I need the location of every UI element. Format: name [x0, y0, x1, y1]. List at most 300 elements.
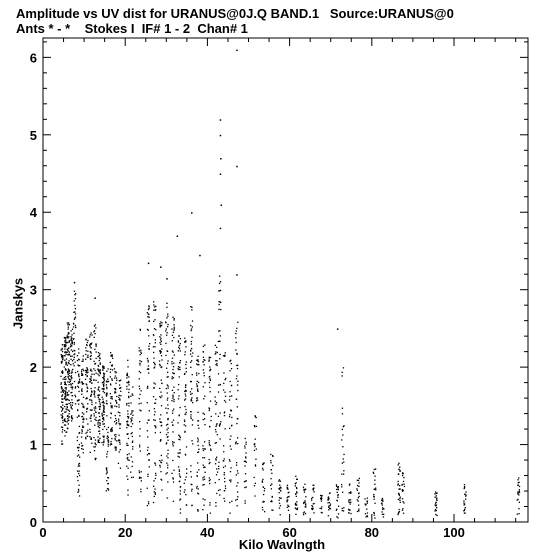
- data-point: [148, 372, 149, 373]
- data-point: [69, 352, 70, 353]
- data-point: [131, 456, 132, 457]
- data-point: [336, 500, 337, 501]
- data-point: [160, 439, 161, 440]
- data-point: [161, 405, 162, 406]
- data-point: [161, 325, 162, 326]
- data-point: [210, 391, 211, 392]
- data-point: [77, 455, 78, 456]
- data-point: [139, 364, 140, 365]
- data-point: [204, 364, 205, 365]
- data-point: [65, 344, 66, 345]
- data-point: [61, 443, 62, 444]
- data-point: [262, 480, 263, 481]
- data-point: [230, 481, 231, 482]
- data-point: [103, 439, 104, 440]
- data-point: [70, 402, 71, 403]
- data-point: [71, 415, 72, 416]
- data-point: [348, 509, 349, 510]
- data-point: [98, 365, 99, 366]
- data-point: [106, 456, 107, 457]
- data-point: [254, 495, 255, 496]
- data-point: [65, 368, 66, 369]
- data-point: [219, 424, 220, 425]
- data-point: [197, 493, 198, 494]
- data-point: [119, 442, 120, 443]
- data-point: [179, 481, 180, 482]
- data-point: [263, 494, 264, 495]
- data-point: [65, 362, 66, 363]
- data-point: [75, 313, 76, 314]
- data-point: [304, 500, 305, 501]
- data-point: [280, 514, 281, 515]
- data-point: [173, 332, 174, 333]
- data-point: [322, 495, 323, 496]
- data-point: [94, 390, 95, 391]
- data-point: [102, 369, 103, 370]
- data-point: [465, 491, 466, 492]
- data-point: [77, 386, 78, 387]
- data-point: [155, 473, 156, 474]
- data-point: [167, 350, 168, 351]
- data-point: [74, 294, 75, 295]
- data-point: [79, 444, 80, 445]
- data-point: [126, 427, 127, 428]
- data-point: [154, 328, 155, 329]
- data-point: [67, 337, 68, 338]
- data-point: [186, 371, 187, 372]
- data-point: [173, 401, 174, 402]
- data-point: [91, 443, 92, 444]
- data-point: [98, 386, 99, 387]
- x-tick-label: 100: [443, 525, 465, 540]
- data-point: [373, 499, 374, 500]
- data-point: [78, 489, 79, 490]
- data-point: [64, 418, 65, 419]
- data-point: [111, 405, 112, 406]
- data-point: [72, 402, 73, 403]
- data-point: [72, 360, 73, 361]
- data-point: [180, 477, 181, 478]
- data-point: [67, 415, 68, 416]
- data-point: [115, 423, 116, 424]
- data-point: [95, 402, 96, 403]
- data-point: [303, 514, 304, 515]
- data-point: [149, 317, 150, 318]
- data-point: [215, 506, 216, 507]
- data-point: [102, 377, 103, 378]
- data-point: [94, 415, 95, 416]
- data-point: [91, 404, 92, 405]
- data-point: [95, 446, 96, 447]
- data-point: [219, 489, 220, 490]
- data-point: [400, 502, 401, 503]
- data-point: [364, 498, 365, 499]
- data-point: [196, 400, 197, 401]
- data-point: [205, 449, 206, 450]
- data-point: [68, 390, 69, 391]
- data-point: [184, 419, 185, 420]
- data-point: [437, 492, 438, 493]
- data-point: [110, 362, 111, 363]
- data-point: [119, 444, 120, 445]
- data-point: [236, 474, 237, 475]
- data-point: [140, 489, 141, 490]
- data-point: [87, 376, 88, 377]
- data-point: [98, 442, 99, 443]
- data-point: [110, 383, 111, 384]
- data-point: [350, 499, 351, 500]
- data-point: [165, 473, 166, 474]
- data-point: [191, 489, 192, 490]
- data-point: [160, 421, 161, 422]
- data-point: [517, 491, 518, 492]
- data-point: [118, 404, 119, 405]
- data-point: [209, 387, 210, 388]
- data-point: [65, 342, 66, 343]
- data-point: [116, 448, 117, 449]
- data-point: [61, 382, 62, 383]
- data-point: [64, 435, 65, 436]
- data-point: [91, 439, 92, 440]
- data-point: [64, 390, 65, 391]
- data-point: [155, 339, 156, 340]
- data-point: [72, 383, 73, 384]
- data-point: [215, 404, 216, 405]
- data-point: [216, 457, 217, 458]
- data-point: [77, 492, 78, 493]
- data-point: [342, 408, 343, 409]
- data-point: [399, 509, 400, 510]
- data-point: [91, 394, 92, 395]
- chart-subtitle: Ants * - * Stokes I IF# 1 - 2 Chan# 1: [16, 21, 248, 36]
- data-point: [118, 397, 119, 398]
- data-point: [110, 441, 111, 442]
- data-point: [147, 358, 148, 359]
- data-point: [98, 394, 99, 395]
- x-tick-label: 60: [282, 525, 297, 540]
- data-point: [68, 420, 69, 421]
- data-points: [60, 50, 520, 519]
- data-point: [180, 452, 181, 453]
- data-point: [127, 410, 128, 411]
- data-point: [196, 398, 197, 399]
- data-point: [159, 360, 160, 361]
- data-point: [70, 379, 71, 380]
- data-point: [402, 508, 403, 509]
- data-point: [99, 353, 100, 354]
- data-point: [147, 402, 148, 403]
- data-point: [398, 489, 399, 490]
- data-point: [399, 498, 400, 499]
- data-point: [140, 491, 141, 492]
- data-point: [224, 411, 225, 412]
- data-point: [103, 417, 104, 418]
- data-point: [119, 428, 120, 429]
- data-point: [111, 438, 112, 439]
- data-point: [128, 424, 129, 425]
- data-point: [381, 503, 382, 504]
- data-point: [229, 370, 230, 371]
- data-point: [62, 429, 63, 430]
- data-point: [218, 416, 219, 417]
- data-point: [236, 342, 237, 343]
- data-point: [216, 474, 217, 475]
- data-point: [90, 418, 91, 419]
- data-point: [357, 499, 358, 500]
- data-point: [74, 395, 75, 396]
- data-point: [148, 263, 150, 265]
- data-point: [262, 501, 263, 502]
- data-point: [303, 489, 304, 490]
- data-point: [203, 372, 204, 373]
- data-point: [264, 490, 265, 491]
- data-point: [280, 505, 281, 506]
- data-point: [119, 451, 120, 452]
- data-point: [85, 379, 86, 380]
- data-point: [70, 359, 71, 360]
- data-point: [218, 309, 219, 310]
- data-point: [204, 396, 205, 397]
- data-point: [264, 511, 265, 512]
- data-point: [349, 509, 350, 510]
- data-point: [100, 406, 101, 407]
- data-point: [287, 488, 288, 489]
- data-point: [209, 504, 210, 505]
- data-point: [220, 174, 222, 176]
- data-point: [147, 450, 148, 451]
- data-point: [119, 388, 120, 389]
- data-point: [198, 425, 199, 426]
- data-point: [174, 318, 175, 319]
- data-point: [209, 502, 210, 503]
- data-point: [140, 403, 141, 404]
- data-point: [161, 359, 162, 360]
- data-point: [87, 391, 88, 392]
- data-point: [160, 392, 161, 393]
- data-point: [85, 370, 86, 371]
- data-point: [95, 443, 96, 444]
- data-point: [358, 480, 359, 481]
- data-point: [297, 479, 298, 480]
- data-point: [91, 382, 92, 383]
- data-point: [153, 396, 154, 397]
- data-point: [184, 483, 185, 484]
- data-point: [130, 396, 131, 397]
- data-point: [128, 381, 129, 382]
- data-point: [86, 370, 87, 371]
- data-point: [62, 344, 63, 345]
- data-point: [220, 281, 221, 282]
- data-point: [168, 428, 169, 429]
- data-point: [110, 376, 111, 377]
- data-point: [235, 349, 236, 350]
- data-point: [64, 366, 65, 367]
- data-point: [118, 420, 119, 421]
- data-point: [204, 457, 205, 458]
- data-point: [173, 478, 174, 479]
- data-point: [402, 475, 403, 476]
- data-point: [128, 403, 129, 404]
- data-point: [280, 498, 281, 499]
- data-point: [95, 406, 96, 407]
- data-point: [215, 429, 216, 430]
- data-point: [68, 327, 69, 328]
- data-point: [223, 451, 224, 452]
- data-point: [197, 441, 198, 442]
- data-point: [210, 401, 211, 402]
- data-point: [186, 473, 187, 474]
- data-point: [155, 478, 156, 479]
- data-point: [61, 441, 62, 442]
- data-point: [75, 403, 76, 404]
- data-point: [218, 341, 219, 342]
- data-point: [383, 508, 384, 509]
- data-point: [114, 406, 115, 407]
- data-point: [230, 471, 231, 472]
- data-point: [179, 376, 180, 377]
- data-point: [110, 369, 111, 370]
- data-point: [147, 329, 148, 330]
- data-point: [398, 469, 399, 470]
- data-point: [465, 499, 466, 500]
- data-point: [159, 418, 160, 419]
- data-point: [106, 469, 107, 470]
- data-point: [78, 404, 79, 405]
- data-point: [89, 436, 90, 437]
- data-point: [186, 412, 187, 413]
- data-point: [167, 465, 168, 466]
- data-point: [329, 502, 330, 503]
- data-point: [79, 475, 80, 476]
- data-point: [131, 421, 132, 422]
- data-point: [167, 377, 168, 378]
- data-point: [99, 442, 100, 443]
- data-point: [115, 450, 116, 451]
- data-point: [90, 420, 91, 421]
- data-point: [172, 340, 173, 341]
- data-point: [296, 504, 297, 505]
- data-point: [185, 351, 186, 352]
- data-point: [108, 446, 109, 447]
- data-point: [167, 440, 168, 441]
- data-point: [126, 404, 127, 405]
- data-point: [127, 360, 128, 361]
- data-point: [236, 462, 237, 463]
- data-point: [167, 324, 168, 325]
- data-point: [132, 446, 133, 447]
- data-point: [216, 442, 217, 443]
- data-point: [131, 477, 132, 478]
- data-point: [78, 473, 79, 474]
- data-point: [197, 381, 198, 382]
- data-point: [69, 416, 70, 417]
- data-point: [365, 513, 366, 514]
- data-point: [203, 479, 204, 480]
- data-point: [231, 363, 232, 364]
- data-point: [78, 381, 79, 382]
- data-point: [220, 135, 222, 137]
- data-point: [132, 393, 133, 394]
- data-point: [270, 501, 271, 502]
- data-point: [96, 358, 97, 359]
- data-point: [173, 337, 174, 338]
- data-point: [115, 439, 116, 440]
- data-point: [191, 400, 192, 401]
- data-point: [196, 487, 197, 488]
- data-point: [161, 351, 162, 352]
- data-point: [79, 495, 80, 496]
- data-point: [65, 340, 66, 341]
- data-point: [82, 412, 83, 413]
- data-point: [90, 358, 91, 359]
- data-point: [185, 390, 186, 391]
- data-point: [404, 486, 405, 487]
- data-point: [330, 504, 331, 505]
- data-point: [93, 331, 94, 332]
- data-point: [107, 393, 108, 394]
- data-point: [215, 396, 216, 397]
- data-point: [518, 485, 519, 486]
- data-point: [184, 338, 185, 339]
- data-point: [61, 402, 62, 403]
- data-point: [106, 468, 107, 469]
- data-point: [103, 386, 104, 387]
- data-point: [185, 387, 186, 388]
- data-point: [159, 364, 160, 365]
- data-point: [75, 396, 76, 397]
- data-point: [87, 351, 88, 352]
- data-point: [127, 416, 128, 417]
- data-point: [116, 372, 117, 373]
- data-point: [342, 508, 343, 509]
- data-point: [185, 425, 186, 426]
- data-point: [223, 445, 224, 446]
- data-point: [149, 320, 150, 321]
- data-point: [128, 397, 129, 398]
- data-point: [161, 348, 162, 349]
- data-point: [337, 328, 339, 330]
- data-point: [116, 377, 117, 378]
- data-point: [155, 342, 156, 343]
- data-point: [155, 420, 156, 421]
- data-point: [191, 337, 192, 338]
- data-point: [154, 403, 155, 404]
- data-point: [94, 394, 95, 395]
- data-point: [65, 384, 66, 385]
- data-point: [220, 302, 221, 303]
- x-tick-label: 40: [200, 525, 215, 540]
- data-point: [244, 447, 245, 448]
- data-point: [254, 446, 255, 447]
- data-point: [198, 364, 199, 365]
- data-point: [173, 377, 174, 378]
- data-point: [139, 394, 140, 395]
- data-point: [191, 356, 192, 357]
- data-point: [66, 404, 67, 405]
- data-point: [78, 348, 79, 349]
- data-point: [65, 411, 66, 412]
- data-point: [107, 432, 108, 433]
- data-point: [295, 514, 296, 515]
- data-point: [191, 330, 192, 331]
- data-point: [517, 479, 518, 480]
- data-point: [64, 421, 65, 422]
- data-point: [64, 406, 65, 407]
- data-point: [110, 430, 111, 431]
- data-point: [173, 366, 174, 367]
- data-point: [197, 356, 198, 357]
- data-point: [148, 365, 149, 366]
